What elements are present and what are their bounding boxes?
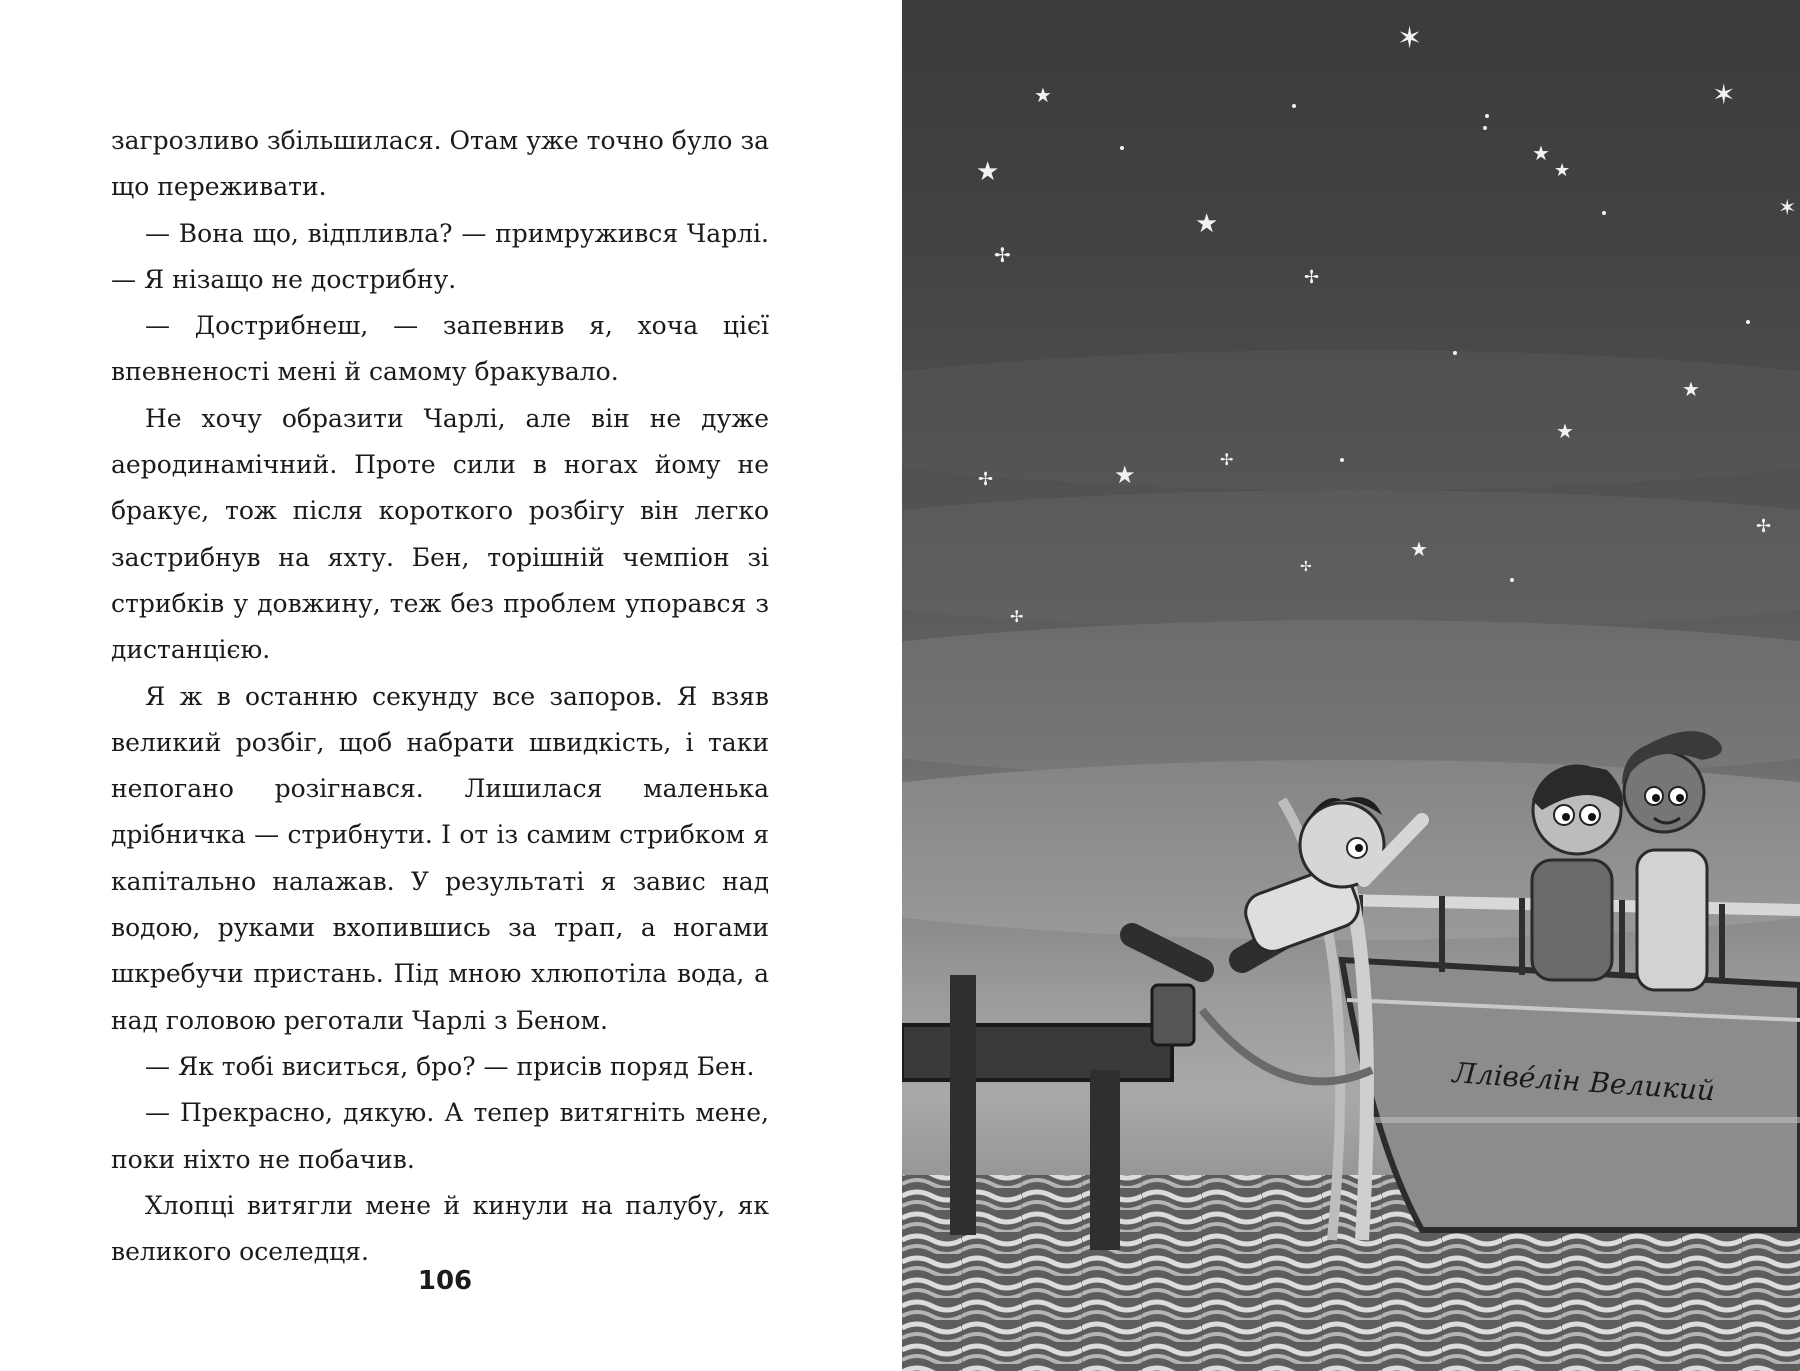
paragraph-3: — Дострибнеш, — запевнив я, хоча цієї впевненості мені й самому бракувало. bbox=[111, 311, 769, 387]
night-boat-illustration bbox=[902, 0, 1800, 1371]
mooring-bollard bbox=[1152, 985, 1194, 1045]
ben bbox=[1622, 731, 1722, 990]
star-icon: ★ bbox=[1034, 83, 1052, 107]
star-dot bbox=[1510, 578, 1514, 582]
star-icon: ✶ bbox=[1778, 196, 1797, 221]
star-icon: ★ bbox=[1532, 141, 1550, 165]
star-icon: ✢ bbox=[994, 243, 1011, 267]
star-dot bbox=[1453, 351, 1457, 355]
star-dot bbox=[1340, 458, 1344, 462]
pier-post bbox=[950, 975, 976, 1235]
star-icon: ✢ bbox=[1756, 516, 1772, 537]
paragraph-6: — Як тобі виситься, бро? — присів поряд Бен. bbox=[145, 1051, 755, 1081]
mooring-rope bbox=[1202, 1010, 1372, 1081]
star-dot bbox=[1120, 146, 1124, 150]
star-icon: ★ bbox=[976, 157, 1000, 187]
star-icon: ✢ bbox=[1304, 267, 1320, 288]
paragraph-7: — Прекрасно, дякую. А тепер витягніть мене, поки ніхто не побачив. bbox=[111, 1098, 769, 1174]
star-icon: ✶ bbox=[1397, 21, 1423, 56]
paragraph-5: Я ж в останню секунду все запоров. Я взяв великий розбіг, щоб набрати швидкість, і таки непогано розігнався. Лишилася маленька дрібничка — стрибнути. І от із самим стрибком я капітально налажав. У результаті я завис над водою, руками вхопившись за трап, а ногами шкребучи пристань. Під мною хлюпотіла вода, а над головою реготали Чарлі з Беном. bbox=[111, 681, 769, 1035]
star-icon: ✢ bbox=[1010, 607, 1024, 626]
star-icon: ✶ bbox=[1712, 78, 1736, 111]
star-icon: ★ bbox=[1410, 537, 1428, 561]
body-text bbox=[111, 118, 769, 1275]
right-page-illustration bbox=[902, 0, 1800, 1371]
star-icon: ✢ bbox=[1220, 450, 1234, 469]
star-icon: ★ bbox=[1114, 461, 1136, 489]
paragraph-2: — Вона що, відпливла? — примружився Чарлі. — Я нізащо не дострибну. bbox=[111, 218, 769, 294]
star-icon: ✢ bbox=[978, 469, 994, 490]
paragraph-1: загрозливо збільшилася. Отам уже точно було за що переживати. bbox=[111, 126, 769, 202]
star-icon: ✢ bbox=[1300, 559, 1312, 575]
star-icon: ★ bbox=[1195, 209, 1219, 239]
star-dot bbox=[1485, 114, 1489, 118]
star-dot bbox=[1746, 320, 1750, 324]
star-icon: ★ bbox=[1556, 419, 1574, 443]
pier-deck bbox=[902, 1025, 1172, 1080]
charlie bbox=[1532, 766, 1623, 980]
star-dot bbox=[1483, 126, 1487, 130]
star-icon: ★ bbox=[1554, 160, 1571, 181]
pier-post bbox=[1090, 1070, 1120, 1250]
paragraph-4: Не хочу образити Чарлі, але він не дуже аеродинамічний. Проте сили в ногах йому не бракує, тож після короткого розбігу він легко застрибнув на яхту. Бен, торішній чемпіон зі стрибків у довжину, теж без проблем упорався з дистанцією. bbox=[111, 403, 769, 665]
boat-name: Лліве́лін Великий bbox=[1451, 1056, 1717, 1108]
star-dot bbox=[1602, 211, 1606, 215]
page-number: 106 bbox=[417, 1266, 473, 1296]
paragraph-8: Хлопці витягли мене й кинули на палубу, як великого оселедця. bbox=[111, 1190, 769, 1267]
star-dot bbox=[1292, 104, 1296, 108]
star-icon: ★ bbox=[1682, 377, 1700, 401]
